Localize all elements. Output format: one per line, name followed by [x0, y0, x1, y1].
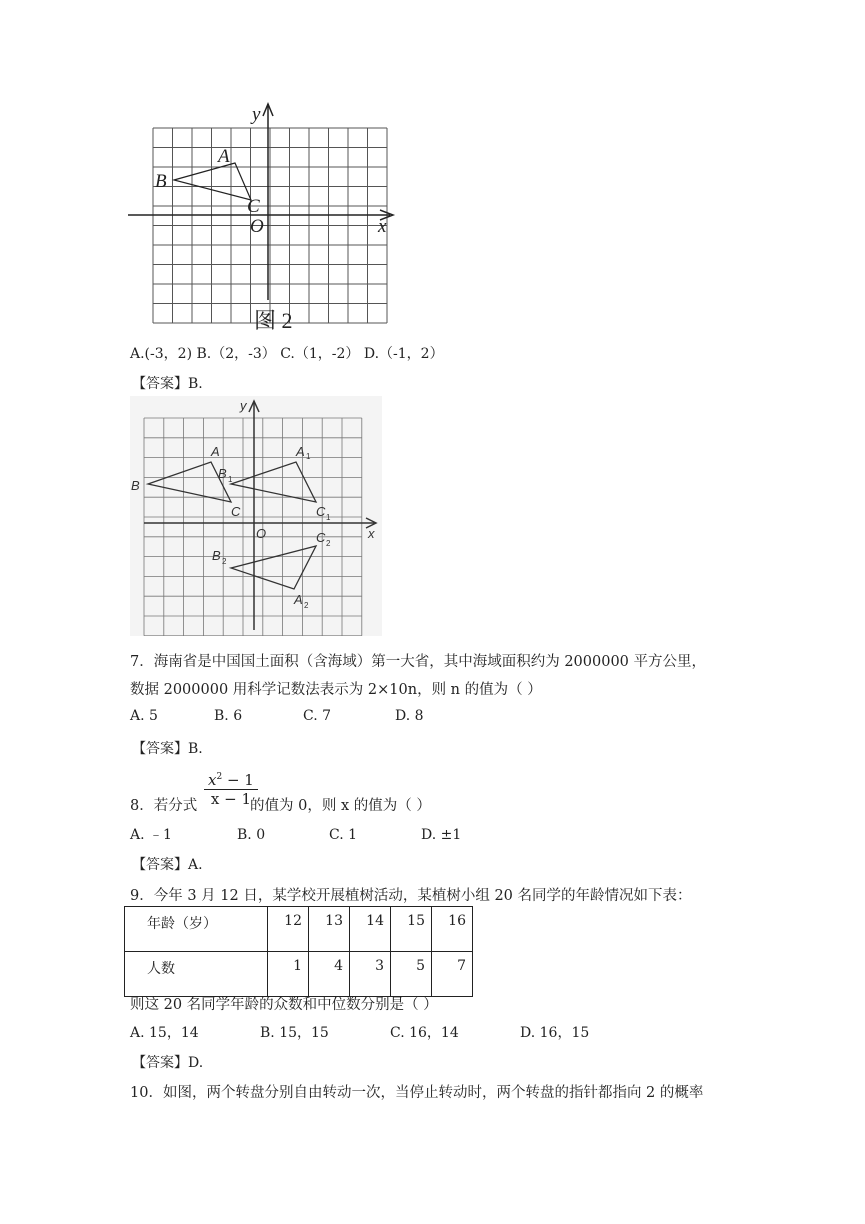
table-cell: 7 — [432, 952, 473, 997]
table-cell: 4 — [309, 952, 350, 997]
figure-answer-grid — [130, 396, 382, 636]
label-y: y — [252, 104, 261, 125]
q9-line2: 则这 20 名同学年龄的众数和中位数分别是（ ） — [130, 997, 438, 1013]
label-o: O — [250, 216, 264, 237]
label-a1: A — [296, 444, 305, 459]
figure-caption: 图 2 — [254, 308, 293, 333]
label-c2: C — [316, 530, 326, 545]
label-b: B — [155, 171, 167, 192]
label-x: x — [378, 216, 387, 237]
q7-options: A. 5 B. 6 C. 7 D. 8 — [130, 708, 424, 724]
label-c1: C — [316, 504, 326, 519]
q9-options: A. 15，14 B. 15，15 C. 16，14 D. 16，15 — [130, 1025, 590, 1041]
table-cell: 3 — [350, 952, 391, 997]
table-cell: 16 — [432, 907, 473, 952]
label-c: C — [231, 504, 241, 519]
q9-line1: 9．今年 3 月 12 日，某学校开展植树活动，某植树小组 20 名同学的年龄情况如下表： — [130, 888, 692, 904]
table-cell: 12 — [268, 907, 309, 952]
table-cell: 1 — [268, 952, 309, 997]
q7-line2: 数据 2000000 用科学记数法表示为 2×10n，则 n 的值为（ ） — [130, 682, 542, 698]
q10-line1: 10．如图，两个转盘分别自由转动一次，当停止转动时，两个转盘的指针都指向 2 的概率 — [130, 1085, 704, 1101]
label-a: A — [211, 444, 220, 459]
svg-text:2: 2 — [222, 557, 227, 566]
label-a2: A — [294, 592, 303, 607]
label-b: B — [131, 478, 140, 493]
table-row — [125, 907, 473, 952]
q8-prefix: 8．若分式 — [130, 798, 198, 814]
label-x: x — [368, 526, 375, 541]
table-cell: 14 — [350, 907, 391, 952]
q7-answer: 【答案】B. — [132, 741, 203, 757]
svg-text:1: 1 — [306, 452, 311, 461]
label-a: A — [218, 146, 230, 167]
svg-text:1: 1 — [326, 513, 331, 522]
svg-text:1: 1 — [228, 475, 233, 484]
label-b2: B — [212, 548, 221, 563]
q6-options: A.(-3，2) B.（2，-3） C.（1，-2） D.（-1，2） — [130, 346, 444, 362]
table-cell: 人数 — [125, 952, 268, 997]
label-c: C — [247, 196, 260, 217]
figure-2-grid — [128, 100, 418, 335]
table-cell: 15 — [391, 907, 432, 952]
q8-fraction: $\frac{x^2 - 1}{x - 1}$ — [204, 768, 258, 808]
q8-options: A. ﹣1 B. 0 C. 1 D. ±1 — [130, 827, 462, 843]
table-cell: 年龄（岁） — [125, 907, 268, 952]
label-y: y — [240, 398, 247, 413]
q9-answer: 【答案】D. — [132, 1055, 204, 1071]
q7-line1: 7．海南省是中国国土面积（含海域）第一大省，其中海域面积约为 2000000 平方公里， — [130, 654, 707, 670]
table-cell: 13 — [309, 907, 350, 952]
q6-answer: 【答案】B. — [132, 376, 203, 392]
label-o: O — [256, 526, 267, 541]
svg-text:2: 2 — [326, 539, 331, 548]
triangle-abc — [174, 163, 251, 200]
q8-suffix: 的值为 0，则 x 的值为（ ） — [250, 798, 431, 814]
label-b1: B — [218, 466, 227, 481]
age-table — [124, 906, 473, 997]
table-cell: 5 — [391, 952, 432, 997]
table-row — [125, 952, 473, 997]
q8-answer: 【答案】A. — [132, 857, 203, 873]
svg-text:2: 2 — [304, 601, 309, 610]
